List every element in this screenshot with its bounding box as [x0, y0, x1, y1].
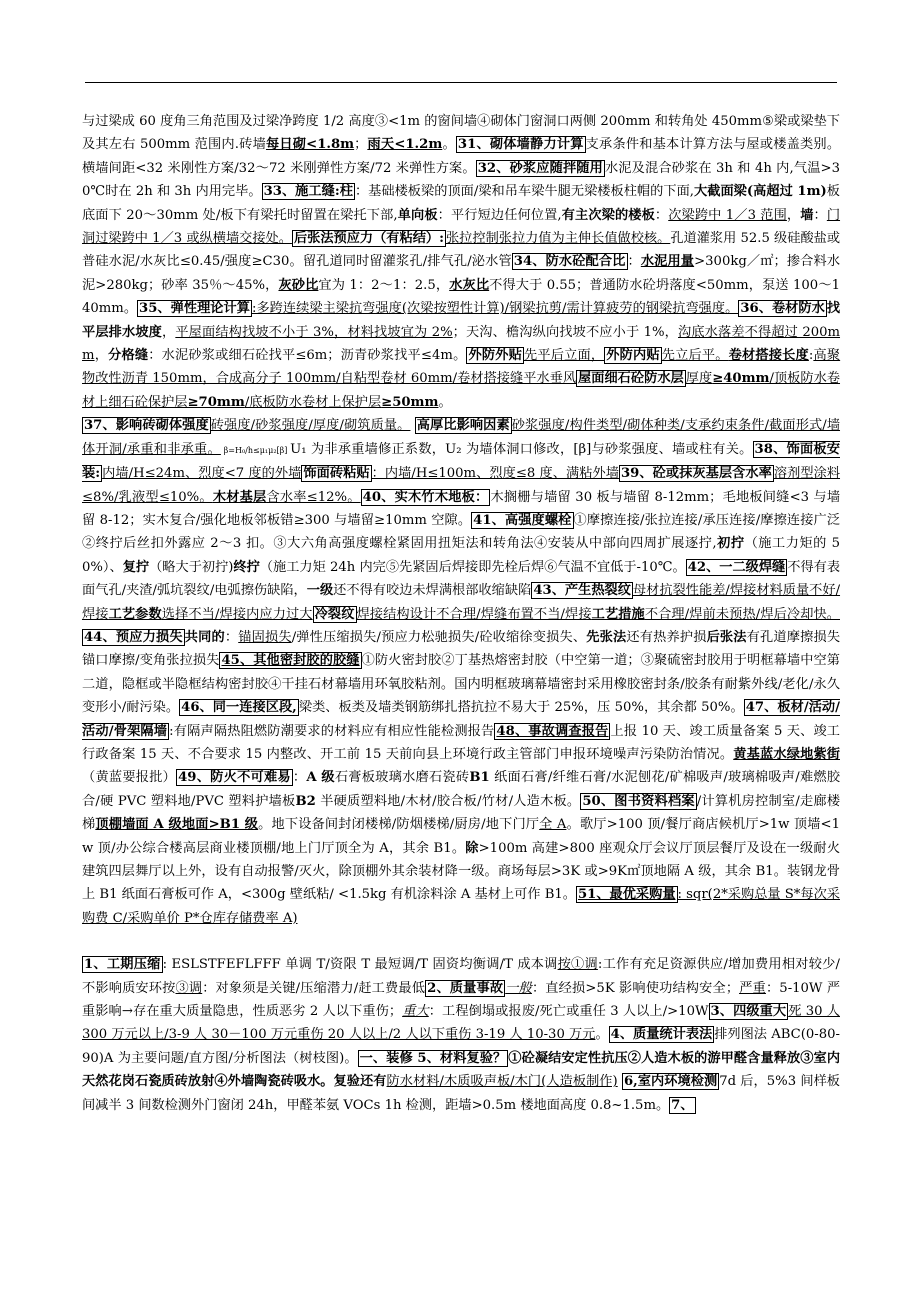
text-run: ：直经损>5K 影响使功结构安全； [531, 980, 740, 996]
text-run: 终拧 [233, 559, 260, 575]
text-run: ；天沟、檐沟纵向找坡不应小于 1%， [452, 324, 679, 340]
boxed-heading: 36、卷材防水 [740, 301, 825, 317]
text-run: >100m 高建>800 座观众厅会议厅顶层餐厅及设在一级耐火建筑四层舞厅以上外，设有自动报警/灭火，除顶棚外其余装材降一级。商场每层>3K 或>9K㎡顶地隔 A 级，其余 B1。装钢龙骨上 B1 纸面石膏板可作 A，<300g 壁纸粘/ <1.5kg 有机涂料涂 A 基材上可作 B1。 [82, 840, 841, 903]
text-run: 。 [438, 394, 452, 410]
text-run: 厚度 [685, 371, 713, 387]
text-run: ：平行短边任何位置, [437, 207, 562, 223]
boxed-heading: 50、图书资料档案 [582, 793, 695, 809]
text-run: 选择不当/焊接内应力过大 [161, 606, 313, 622]
boxed-heading: 34、防水砼配合比 [513, 254, 626, 270]
text-run: 雨天<1.2m [367, 137, 443, 153]
text-run: 半硬质塑料地/木材/胶合板/竹材/人造木板。 [315, 793, 581, 809]
text-run: ①砼凝结安定性抗压②人造木板的游甲醛含量释放③室内天然花岗石瓷质砖放射④外墙陶瓷砖吸水。 [82, 1050, 841, 1090]
text-run: ①防火密封胶②丁基热熔密封胶（中空第一道；③聚硫密封胶用于明框幕墙中空第二道，隐框或半隐框结构密封胶④干挂石材幕墙用环氧胶粘剂。国内明框玻璃幕墙密封采用橡胶密封条/胶条有耐紫外线/老化/永久变形小/耐污染。 [82, 653, 840, 716]
boxed-heading: 39、砼或抹灰基层含水率 [620, 466, 772, 482]
text-run: ： [654, 207, 669, 223]
text-run: 支承条件和基本计算方法与屋或楼盖类别。横墙间距<32 米刚性方案/32～72 米刚弹性方案/72 米弹性方案。 [82, 137, 841, 176]
boxed-heading: 43、产生热裂纹 [533, 583, 631, 599]
text-run: 含水率≤12%。 [266, 489, 361, 505]
text-run: 溶剂型涂料≤8%/乳液型≤10%。 [82, 466, 841, 505]
text-run: 与过梁成 60 度角三角范围及过梁净跨度 1/2 高度③<1m 的窗间墙④砌体门窗洞口两侧 200mm 和转角处 450mm⑤梁或梁垫下及其左右 500mm 范围内.砖墙 [82, 114, 840, 153]
text-run: ≥50mm [381, 394, 439, 410]
text-run: 母材抗裂性能差/焊接材料质量不好/焊接 [82, 583, 841, 622]
text-run: ③调 [175, 980, 203, 996]
boxed-heading: 外防外贴 [468, 348, 522, 364]
text-run: ①摩擦连接/张拉连接/承压连接/摩擦连接广泛②终拧后丝扣外露应 2～3 扣。③大六角高强度螺栓紧固用扭矩法和转角法④安装从中部向四周扩展逐拧, [82, 512, 841, 552]
boxed-heading: 冷裂纹 [314, 606, 355, 622]
text-run: ：对象须是关键/压缩潜力/赶工费最低 [202, 980, 426, 996]
text-run: 工艺措施 [591, 606, 645, 622]
text-run: ： [224, 629, 239, 645]
text-run: 水泥用量 [640, 254, 695, 270]
text-run: 门洞过梁跨中 1／3 或纵横墙交接处。 [82, 207, 841, 247]
boxed-heading: 46、同一连接区段, [181, 700, 297, 716]
text-run: :有隔声隔热阻燃防潮要求的材料应有相应性能检测报告 [169, 723, 495, 739]
text-run: 严重 [739, 980, 766, 996]
boxed-heading: 35、弹性理论计算 [139, 301, 250, 317]
text-run: 不合理/焊前未预热/焊后冷却快。 [644, 606, 840, 622]
text-run: ：内墙/H≤100m、烈度≤8 度、满粘外墙 [371, 466, 619, 482]
text-run: 初拧 [716, 536, 745, 552]
boxed-heading: 屋面细石砼防水层 [578, 371, 684, 387]
text-run: 墙 [800, 207, 814, 223]
text-run: ：基础楼板梁的顶面/梁和吊车梁牛腿无梁楼板柱帽的下面, [354, 184, 694, 200]
boxed-heading: 6,室内环境检测 [623, 1074, 718, 1090]
boxed-heading: 38、饰面板安装: [82, 441, 840, 482]
boxed-heading: 一、装修 5、材料复验？ [359, 1050, 507, 1066]
text-run: 上报 10 天、竣工质量备案 5 天、竣工行政备案 15 天、不合要求 15 内整改、开工前 15 天前向县上环境行政主管部门申报环境噪声污染防治情况。 [82, 723, 840, 762]
text-run: 不得有表面气孔/夹渣/弧坑裂纹/电弧擦伤缺陷， [82, 559, 841, 599]
text-run: （施工力矩 24h 内完⑤先紧固后焊接即先栓后焊⑥气温不宜低于-10℃。 [259, 559, 686, 575]
text-run: 复拧 [122, 559, 150, 575]
text-run: ： [813, 207, 827, 223]
text-run: 梁类、板类及墙类钢筋绑扎搭抗拉不易大于 25%，压 50%，其余都 50%。 [298, 700, 744, 716]
text-run: ≥70mm [187, 394, 245, 410]
text-run: /弹性压缩损失/预应力松驰损失/砼收缩徐变损失、 [291, 629, 587, 645]
text-run: 还不得有咬边未焊满根部收缩缺陷 [333, 583, 532, 599]
text-run: 板底面下 20～30mm 处/板下有梁托时留置在梁托下部, [82, 184, 840, 223]
text-run: 顶棚墙面 A 级地面>B1 级 [95, 817, 259, 833]
text-run: 一般 [505, 980, 532, 996]
text-run: /底板防水卷材上保护层 [244, 394, 382, 410]
text-run: 按①调 [557, 957, 598, 973]
text-run: ： [627, 254, 641, 270]
text-run: 复验还有 [333, 1074, 387, 1090]
text-run: 每日砌<1.8m [265, 137, 355, 153]
text-run: ， [786, 207, 801, 223]
text-run: β=H₀/h≤μ₁μ₂[β] [220, 445, 291, 455]
text-run: 木材基层 [212, 489, 267, 505]
paragraph [82, 110, 840, 414]
text-run: 一级 [306, 583, 334, 599]
text-run: 宜为 1：2～1：2.5， [318, 277, 450, 293]
text-run: 张拉控制张拉力值为主伸长值做校核。 [445, 231, 671, 247]
text-run: 焊接结构设计不合理/焊缝布置不当/焊接 [356, 606, 592, 622]
text-run: 卷材搭接长度 [728, 348, 809, 364]
text-run: 后张法 [706, 629, 747, 645]
text-run: 共同的 [184, 629, 225, 645]
text-run: 黄基蓝水绿地紫街 [733, 746, 840, 762]
boxed-heading: 32、砂浆应随拌随用 [477, 160, 603, 176]
text-run: 先张法 [586, 629, 627, 645]
text-run: 7d 后，5%3 间样板间减半 3 间数检测外门窗闭 24h，甲醛苯氨 VOCs 1h 检测，距墙>0.5m 楼地面高度 0.8~1.5m。 [82, 1074, 840, 1113]
text-run: 水灰比 [449, 277, 490, 293]
header-rule [85, 82, 837, 83]
text-run: 找平层排水坡度 [82, 301, 841, 340]
text-run: ：工程倒塌或报废/死亡或重任 3 人以上/>10W [428, 1004, 709, 1020]
boxed-heading: 40、实木竹木地板： [362, 489, 489, 505]
boxed-heading: 7、 [671, 1097, 694, 1113]
text-run: :工作有充足资源供应/增加费用相对较少/不影响质安环按 [82, 957, 841, 996]
text-run: 排列图法 ABC(0-80-90)A 为主要问题/直方图/分析图法（树枝图)。 [82, 1027, 840, 1066]
text-run: ≥40mm [712, 371, 770, 387]
text-run: 有主次梁的楼板 [561, 207, 655, 223]
text-run: 分格缝 [108, 348, 149, 364]
text-run: /顶板防水卷材上细石砼保护层 [82, 371, 841, 410]
boxed-heading: 33、施工缝:柱 [263, 184, 353, 200]
boxed-heading: 48、事故调查报告 [496, 723, 609, 739]
text-run: 砂浆强度/构件类型/砌体种类/支承约束条件/截面形式/墙体开洞/承重和非承重。 [82, 418, 841, 457]
boxed-heading: 高厚比影响因素 [416, 418, 510, 434]
text-run: 死 30 人 300 万元以上/3-9 人 30－100 万元重伤 20 人以上/2 人以下重伤 3-19 人 10-30 万元 [82, 1004, 840, 1043]
boxed-heading: 42、一二级焊缝 [687, 559, 786, 575]
text-run: 全 A [539, 817, 567, 833]
text-run: : ESLSTFEFLFFF 单调 T/资限 T 最短调/T 固资均衡调/T 成本调 [162, 957, 558, 973]
text-run: 有孔道摩擦损失锚口摩擦/变角张拉损失 [82, 629, 841, 669]
boxed-heading: 后张法预应力（有粘结）: [293, 231, 444, 247]
text-run: 还有热养护损 [626, 629, 707, 645]
text-run: ： [292, 770, 307, 786]
text-run: 。 [442, 137, 456, 153]
paragraph [82, 414, 840, 930]
boxed-heading: 45、其他密封胶的胶缝 [221, 653, 360, 669]
text-run: 水泥及混合砂浆在 3h 和 4h 内,气温>30℃时在 2h 和 3h 内用完毕。 [82, 160, 840, 200]
text-run: 工艺参数 [108, 606, 162, 622]
text-run: 先立后平。 [661, 348, 729, 364]
text-run: 锚固损失 [238, 629, 292, 645]
boxed-heading: 4、质量统计表法 [610, 1027, 713, 1043]
text-run: 除 [465, 840, 479, 856]
text-run: ：水泥砂浆或细石砼找平≤6m；沥青砂浆找平≤4m。 [148, 348, 467, 364]
boxed-heading: 3、四级重大 [710, 1004, 787, 1020]
text-run: 木搁栅与墙留 30 板与墙留 8-12mm；毛地板间缝<3 与墙留 8-12；实木复合/强化地板邻板错≥300 与墙留≥10mm 空隙。 [82, 489, 841, 528]
text-run: 次梁跨中 1／3 范围 [668, 207, 787, 223]
text-run: 内墙/H≤24m、烈度<7 度的外墙 [102, 466, 302, 482]
boxed-heading: 饰面砖粘贴 [303, 466, 370, 482]
text-run: A 级 [306, 770, 335, 786]
paragraph-gap [82, 930, 840, 953]
text-run: >300kg／㎡；掺合料水泥>280kg；砂率 35％～45%， [82, 254, 841, 293]
text-run: （黄蓝要报批） [82, 770, 177, 786]
text-run: : sqr(2*采购总量 S*每次采购费 C/采购单价 P*仓库存储费率 A) [82, 887, 840, 926]
text-run: 石膏板玻璃水磨石瓷砖 [334, 770, 470, 786]
text-run: 重大 [402, 1004, 429, 1020]
text-run: 纸面石膏/纤维石膏/水泥刨花/矿棉吸声/玻璃棉吸声/难燃胶合/硬 PVC 塑料地/PVC 塑料护墙板 [82, 770, 841, 809]
text-run: （施工力矩的 50%）、 [82, 536, 841, 575]
paragraph [82, 953, 840, 1117]
boxed-heading: 44、预应力损失 [84, 629, 183, 645]
text-run: 单向板 [397, 207, 438, 223]
text-run: 平屋面结构找坡不小于 3%，材料找坡宜为 2% [175, 324, 453, 340]
text-run: 。地下设备间封闭楼梯/防烟楼梯/厨房/地下门厅 [258, 817, 540, 833]
boxed-heading: 41、高强度螺栓 [473, 512, 572, 528]
text-run: 先平后立面， [523, 348, 605, 364]
boxed-heading: 47、板材/活动/活动/骨架隔墙 [82, 700, 840, 739]
text-run: 孔道灌浆用 52.5 级硅酸盐或普硅水泥/水灰比≤0.45/强度≥C30。留孔道同时留灌浆孔/排气孔/泌水管 [82, 231, 841, 270]
boxed-heading: 49、防火不可难易 [178, 770, 291, 786]
boxed-heading: 37、影响砖砌体强度 [84, 418, 209, 434]
text-run: : [808, 348, 814, 364]
text-run: 高聚物改性沥青 150mm，合成高分子 100mm/自粘型卷材 60mm/卷材搭接缝平水垂风 [82, 348, 841, 387]
text-run: B1 [469, 770, 490, 786]
text-run: /计算机房控制室/走廊楼梯 [82, 793, 841, 833]
text-run: ， [94, 348, 109, 364]
boxed-heading: 2、质量事故 [427, 980, 504, 996]
text-run: 砖强度/砂浆强度/厚度/砌筑质量。 [210, 418, 411, 434]
document-page [82, 110, 840, 1117]
boxed-heading: 1、工期压缩 [84, 957, 161, 973]
text-run: （略大于初拧) [149, 559, 234, 575]
text-run: 灰砂比 [278, 277, 319, 293]
boxed-heading: 51、最优采购量 [578, 887, 676, 903]
text-run: B2 [295, 793, 316, 809]
text-run: ：5-10W 严重影响→存在重大质量隐患，性质恶劣 2 人以下重伤； [82, 980, 841, 1020]
text-run: 。 [595, 1027, 609, 1043]
boxed-heading: 31、砌体墙静力计算 [457, 137, 584, 153]
text-run: :多跨连续梁主梁抗弯强度(次梁按塑性计算)/钢梁抗剪/需计算疲劳的钢梁抗弯强度。 [251, 301, 739, 317]
boxed-heading: 外防内贴 [606, 348, 660, 364]
text-run: 防水材料/木质吸声板/木门(人造板制作) [386, 1074, 618, 1090]
text-run: 大截面梁(高超过 1m) [693, 184, 827, 200]
text-run: 不得大于 0.55；普通防水砼坍落度<50mm，泵送 100～140mm。 [82, 277, 841, 317]
text-run: U₁ 为非承重墙修正系数，U₂ 为墙体洞口修改，[β]与砂浆强度、墙或柱有关。 [290, 441, 753, 457]
text-run: 。歌厅>100 顶/餐厅商店候机厅>1w 顶墙<1w 顶/办公综合楼高层商业楼顶棚/地上门厅顶全为 A，其余 B1。 [82, 817, 840, 856]
text-run: ； [354, 137, 368, 153]
text-run: ， [162, 324, 176, 340]
text-run: 沟底水落差不得超过 200mm [82, 324, 841, 364]
